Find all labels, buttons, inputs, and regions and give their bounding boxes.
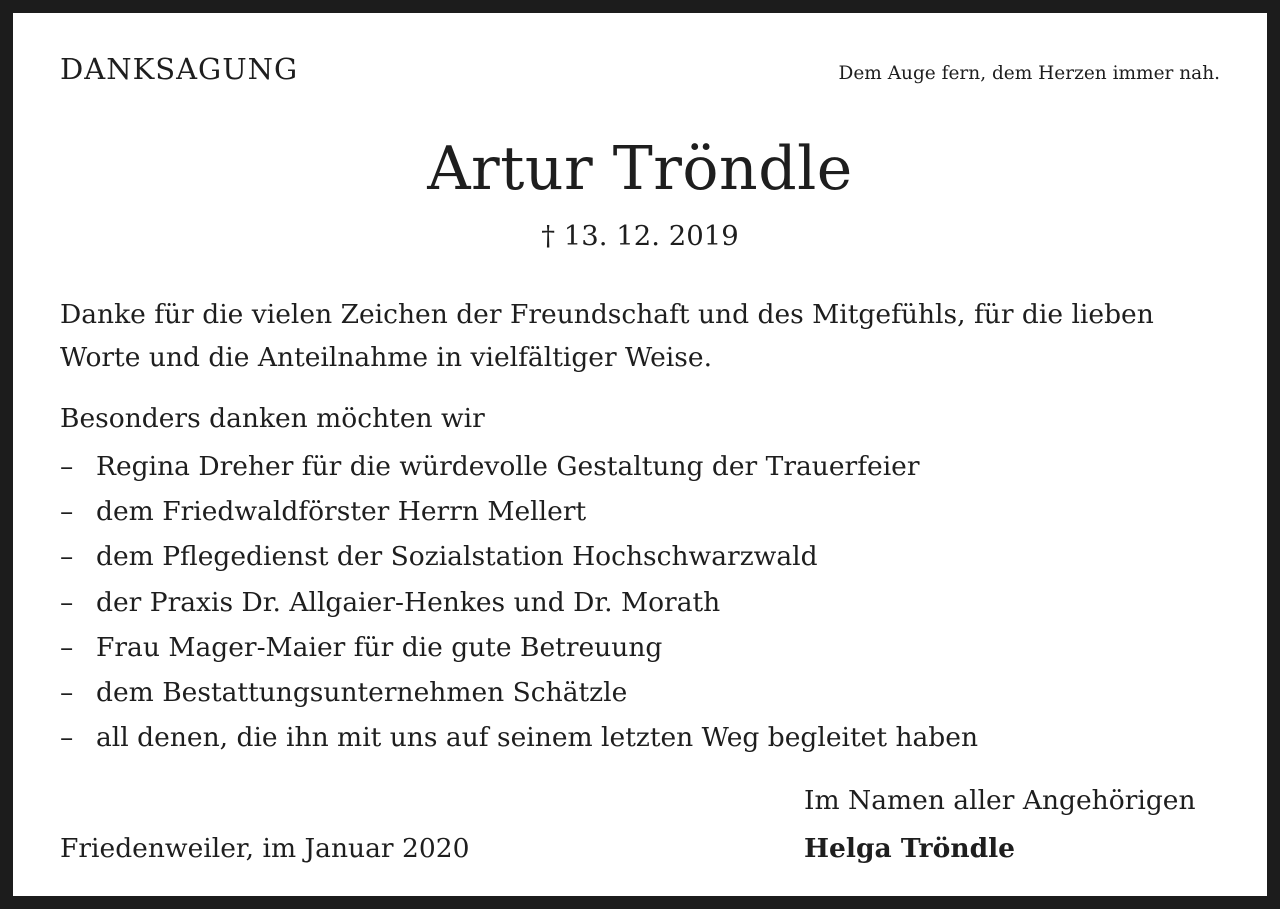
- list-item-text: Frau Mager-Maier für die gute Betreuung: [96, 631, 663, 663]
- dash: –: [60, 496, 74, 528]
- signature-role: Im Namen aller Angehörigen: [804, 785, 1196, 816]
- list-item: [60, 489, 978, 534]
- list-item: [60, 625, 978, 670]
- list-item: [60, 715, 978, 760]
- dash: –: [60, 677, 74, 709]
- list-item: [60, 444, 978, 489]
- dash: –: [60, 451, 74, 482]
- death-date: † 13. 12. 2019: [541, 220, 739, 252]
- list-item-text: all denen, die ihn mit uns auf seinem letzten Weg begleitet haben: [96, 722, 979, 754]
- dash: –: [60, 631, 74, 663]
- dash: –: [60, 541, 74, 573]
- list-item-text: dem Bestattungsunternehmen Schätzle: [96, 677, 628, 709]
- list-item: [60, 670, 978, 715]
- list-item-text: Regina Dreher für die würdevolle Gestaltung der Trauerfeier: [96, 451, 920, 482]
- dash: –: [60, 586, 74, 618]
- notice-heading: DANKSAGUNG: [60, 52, 299, 86]
- intro-paragraph: Danke für die vielen Zeichen der Freundschaft und des Mitgefühls, für die lieben Worte und die Anteilnahme in vielfältiger Weise.: [60, 299, 1154, 373]
- dash: –: [60, 722, 74, 754]
- motto: Dem Auge fern, dem Herzen immer nah.: [838, 63, 1220, 84]
- signature-name: Helga Tröndle: [804, 833, 1016, 864]
- place-date: Friedenweiler, im Januar 2020: [60, 833, 470, 864]
- thanks-lead: Besonders danken möchten wir: [60, 403, 485, 434]
- thanks-list: [60, 444, 978, 760]
- deceased-name: Artur Tröndle: [427, 134, 853, 204]
- list-item: [60, 580, 978, 625]
- list-item-text: dem Pflegedienst der Sozialstation Hochschwarzwald: [96, 541, 818, 573]
- list-item-text: dem Friedwaldförster Herrn Mellert: [96, 496, 587, 528]
- list-item: [60, 534, 978, 579]
- list-item-text: der Praxis Dr. Allgaier-Henkes und Dr. Morath: [96, 586, 721, 618]
